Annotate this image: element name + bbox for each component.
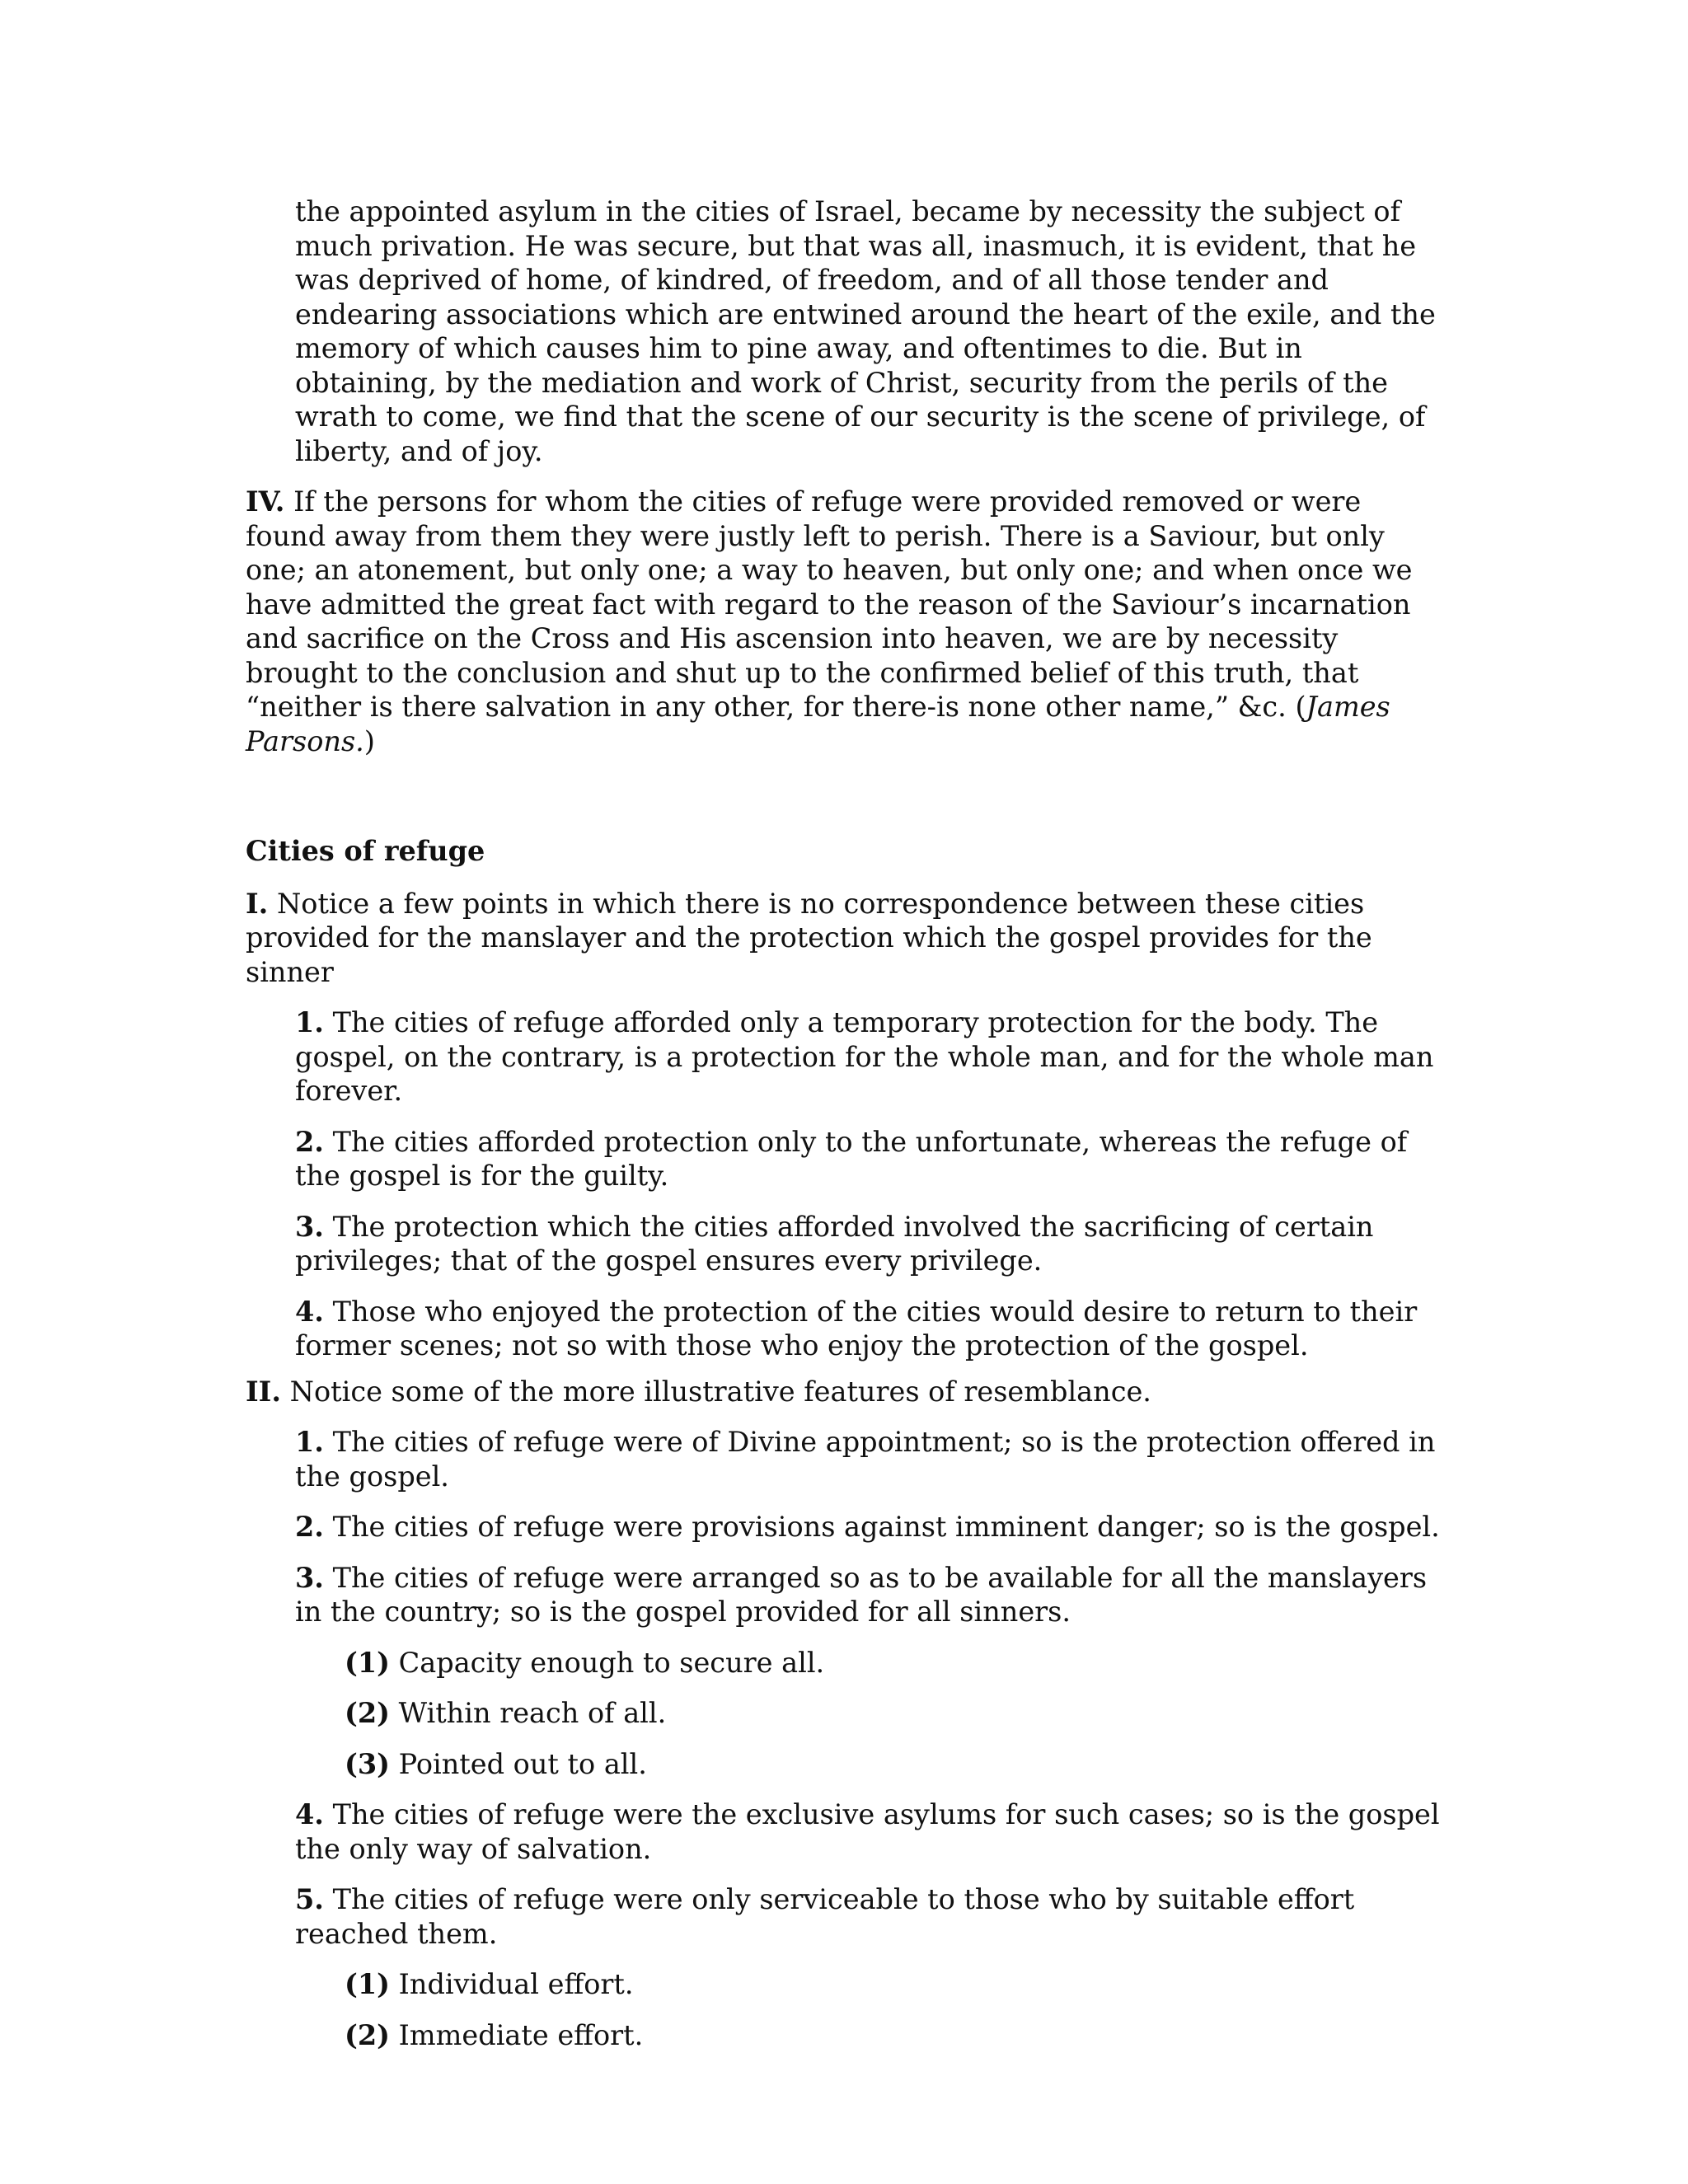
item-text: The cities of refuge were the exclusive asylums for such cases; so is the gospel the only way of salvation. [295,1798,1440,1865]
point-i-item-1 [295,1005,1441,1108]
continuation-paragraph: the appointed asylum in the cities of Israel, became by necessity the subject of much privation. He was secure, but that was all, inasmuch, it is evident, that he was deprived of home, of kindred, of freedom, and of all those tender and endearing associations which are entwined around the heart of the exile, and the memory of which causes him to pine away, and oftentimes to die. But in obtaining, by the mediation and work of Christ, security from the perils of the wrath to come, we find that the scene of our security is the scene of privilege, of liberty, and of joy. [295,195,1436,467]
item-text: The cities afforded protection only to the unfortunate, whereas the refuge of the gospel is for the guilty. [295,1125,1408,1192]
item-number: 2. [295,1511,324,1543]
item-number: 4. [295,1798,324,1830]
point-iv-text: If the persons for whom the cities of refuge were provided removed or were found away from them they were justly left to perish. There is a Saviour, but only one; an atonement, but only one; a way to heaven, but only one; and when once we have admitted the great fact with regard to the reason of the Saviour’s incarnation and sacrifice on the Cross and His ascension into heaven, we are by necessity brought to the conclusion and shut up to the confirmed belief of this truth, that “neither is there salvation in any other, for there-is none other name,” &c. ( [246,485,1413,723]
point-ii-item-3-sub-1 [345,1646,1441,1680]
point-ii-item-3-sub-2 [345,1696,1441,1731]
sub-item-text: Immediate effort. [390,2018,644,2051]
author-citation: James Parsons. [246,691,1390,757]
point-ii-item-1 [295,1425,1441,1493]
sub-item-text: Individual effort. [390,1968,634,2000]
point-ii-number: II. [246,1375,282,1408]
sub-item-text: Pointed out to all. [390,1747,647,1780]
item-text: The cities of refuge were of Divine appointment; so is the protection offered in the gospel. [295,1426,1436,1493]
sub-item-number: (2) [345,2018,391,2051]
citation-close: ) [363,724,375,757]
sub-item-text: Capacity enough to secure all. [390,1646,825,1679]
point-ii-item-4 [295,1797,1441,1866]
sub-item-number: (3) [345,1747,391,1780]
point-iv-paragraph [246,485,1441,758]
item-number: 2. [295,1125,324,1158]
sub-item-number: (1) [345,1968,391,2000]
sub-item-number: (2) [345,1697,391,1729]
item-text: Those who enjoyed the protection of the cities would desire to return to their former scenes; not so with those who enjoy the protection of the gospel. [295,1295,1418,1361]
item-number: 3. [295,1561,324,1594]
item-number: 1. [295,1006,324,1038]
point-ii-item-3-sub-3 [345,1747,1441,1782]
point-ii-text: Notice some of the more illustrative features of resemblance. [281,1375,1151,1408]
point-ii-paragraph [246,1375,1441,1409]
item-number: 4. [295,1295,324,1328]
section-heading: Cities of refuge [246,835,485,867]
point-ii-item-2 [295,1510,1441,1544]
point-i-paragraph [246,887,1441,990]
item-number: 3. [295,1210,324,1243]
point-i-text: Notice a few points in which there is no correspondence between these cities provided for the manslayer and the protection which the gospel provides for the sinner [246,887,1372,988]
point-i-number: I. [246,887,269,920]
item-text: The cities of refuge were provisions against imminent danger; so is the gospel. [323,1511,1440,1543]
item-number: 1. [295,1426,324,1458]
point-i-item-2 [295,1125,1441,1193]
item-text: The cities of refuge were only serviceable to those who by suitable effort reached them. [295,1883,1355,1950]
item-text: The protection which the cities afforded involved the sacrificing of certain privileges; that of the gospel ensures every privilege. [295,1210,1374,1277]
item-text: The cities of refuge were arranged so as to be available for all the manslayers in the country; so is the gospel provided for all sinners. [295,1561,1428,1628]
item-number: 5. [295,1883,324,1915]
point-iv-number: IV. [246,485,285,518]
point-ii-item-5-sub-2 [345,2018,1441,2053]
point-i-item-4 [295,1295,1441,1363]
point-ii-item-5 [295,1882,1441,1951]
item-text: The cities of refuge afforded only a temporary protection for the body. The gospel, on the contrary, is a protection for the whole man, and for the whole man forever. [295,1006,1434,1107]
section-spacer [246,775,1441,834]
point-ii-item-5-sub-1 [345,1967,1441,2002]
point-i-item-3 [295,1210,1441,1278]
sub-item-text: Within reach of all. [390,1697,667,1729]
sub-item-number: (1) [345,1646,391,1679]
point-ii-item-3 [295,1561,1441,1629]
